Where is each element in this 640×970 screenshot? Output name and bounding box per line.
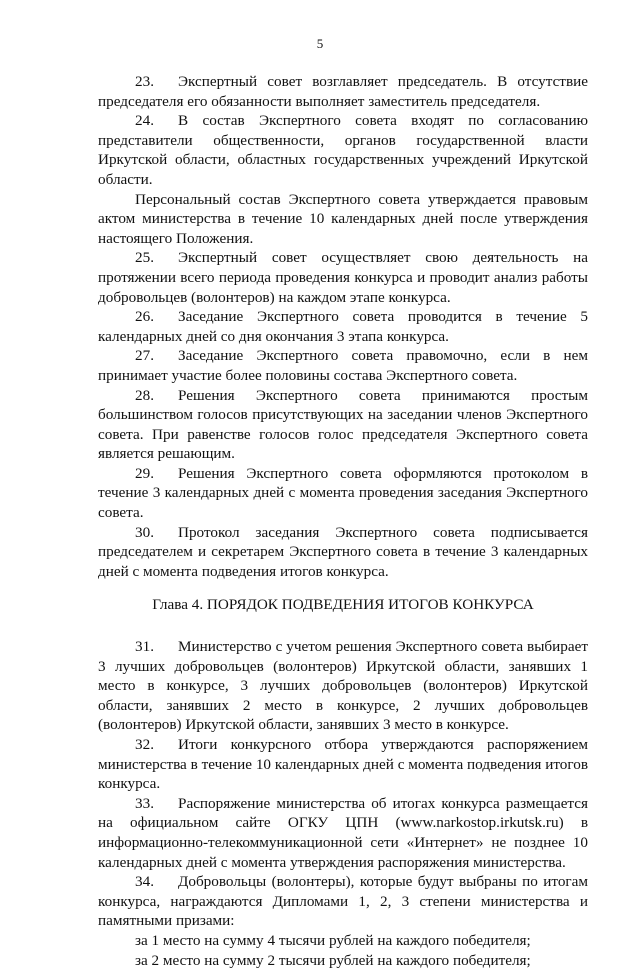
numbered-paragraph xyxy=(98,464,588,523)
paragraph-number: 29. xyxy=(135,464,154,482)
paragraph-text: Заседание Экспертного совета правомочно, если в нем принимает участие более половины состава Экспертного совета. xyxy=(98,347,588,384)
numbered-paragraph xyxy=(98,72,588,111)
numbered-paragraph xyxy=(98,386,588,464)
paragraph-text: Решения Экспертного совета оформляются протоколом в течение 3 календарных дней с момента проведения заседания Экспертного совета. xyxy=(98,464,588,522)
paragraph-number: 33. xyxy=(135,794,154,812)
numbered-paragraph xyxy=(98,307,588,346)
page-number: 5 xyxy=(316,36,324,51)
paragraph-number: 27. xyxy=(135,347,154,365)
items-after-heading xyxy=(98,637,588,931)
numbered-paragraph xyxy=(98,248,588,307)
paragraph-text: В состав Экспертного совета входят по согласованию представители общественности, органов государственной власти Иркутской области, областных государственных учреждений Иркутской области. xyxy=(98,112,588,188)
prize-line: за 2 место на сумму 2 тысячи рублей на каждого победителя; xyxy=(135,951,531,969)
paragraph-text: Протокол заседания Экспертного совета подписывается председателем и секретарем Экспертного совета в течение 3 календарных дней с момента подведения итогов конкурса. xyxy=(98,523,588,580)
paragraph-number: 30. xyxy=(135,523,154,541)
paragraph-text: Заседание Экспертного совета проводится в течение 5 календарных дней со дня окончания 3 этапа конкурса. xyxy=(98,308,588,345)
items-before-heading xyxy=(98,72,588,581)
paragraph-text: Экспертный совет возглавляет председатель. В отсутствие председателя его обязанности выполняет заместитель председателя. xyxy=(98,73,588,110)
paragraph-text: Министерство с учетом решения Экспертного совета выбирает 3 лучших добровольцев (волонтеров) Иркутской области, занявших 1 место в конкурсе, 3 лучших добровольцев (волонтеров) Иркутской области, занявших 2 место в конкурсе, 2 лучших добровольцев (волонтеров) Иркутской области, занявших 3 место в конкурсе. xyxy=(98,638,588,734)
numbered-paragraph xyxy=(98,346,588,385)
chapter-heading: Глава 4. ПОРЯДОК ПОДВЕДЕНИЯ ИТОГОВ КОНКУРСА xyxy=(152,596,534,614)
numbered-paragraph xyxy=(98,523,588,582)
paragraph-number: 34. xyxy=(135,873,154,891)
paragraph-number: 32. xyxy=(135,736,154,753)
prize-line: за 1 место на сумму 4 тысячи рублей на каждого победителя; xyxy=(135,931,531,949)
paragraph-number: 26. xyxy=(135,308,154,326)
paragraph-number: 23. xyxy=(135,73,154,90)
paragraph-number: 28. xyxy=(135,386,154,404)
paragraph-text: Экспертный совет осуществляет свою деятельность на протяжении всего периода проведения конкурса и проводит анализ работы добровольцев (волонтеров) на каждом этапе конкурса. xyxy=(98,249,588,306)
paragraph-number: 31. xyxy=(135,638,154,656)
paragraph-text: Распоряжение министерства об итогах конкурса размещается на официальном сайте ОГКУ ЦПН (www.narkostop.irkutsk.ru) в информационно-телекоммуникационной сети «Интернет» не позднее 10 календарных дней с момента утверждения распоряжения министерства. xyxy=(98,794,588,871)
paragraph-number: 24. xyxy=(135,112,154,130)
paragraph-text: Итоги конкурсного отбора утверждаются распоряжением министерства в течение 10 календарных дней с момента подведения итогов конкурса. xyxy=(98,736,588,793)
paragraph xyxy=(98,190,588,249)
numbered-paragraph xyxy=(98,735,588,794)
document-body xyxy=(98,72,588,970)
numbered-paragraph xyxy=(98,111,588,189)
paragraph-text: Персональный состав Экспертного совета утверждается правовым актом министерства в течение 10 календарных дней после утверждения настоящего Положения. xyxy=(98,190,588,247)
paragraph-text: Решения Экспертного совета принимаются простым большинством голосов присутствующих на заседании членов Экспертного совета. При равенстве голосов голос председателя Экспертного совета является решающим. xyxy=(98,386,588,463)
paragraph-text: Добровольцы (волонтеры), которые будут выбраны по итогам конкурса, награждаются Дипломами 1, 2, 3 степени министерства и памятными призами: xyxy=(98,873,588,930)
prize-list xyxy=(98,931,588,970)
numbered-paragraph xyxy=(98,872,588,931)
numbered-paragraph xyxy=(98,637,588,735)
numbered-paragraph xyxy=(98,794,588,872)
paragraph-number: 25. xyxy=(135,249,154,267)
